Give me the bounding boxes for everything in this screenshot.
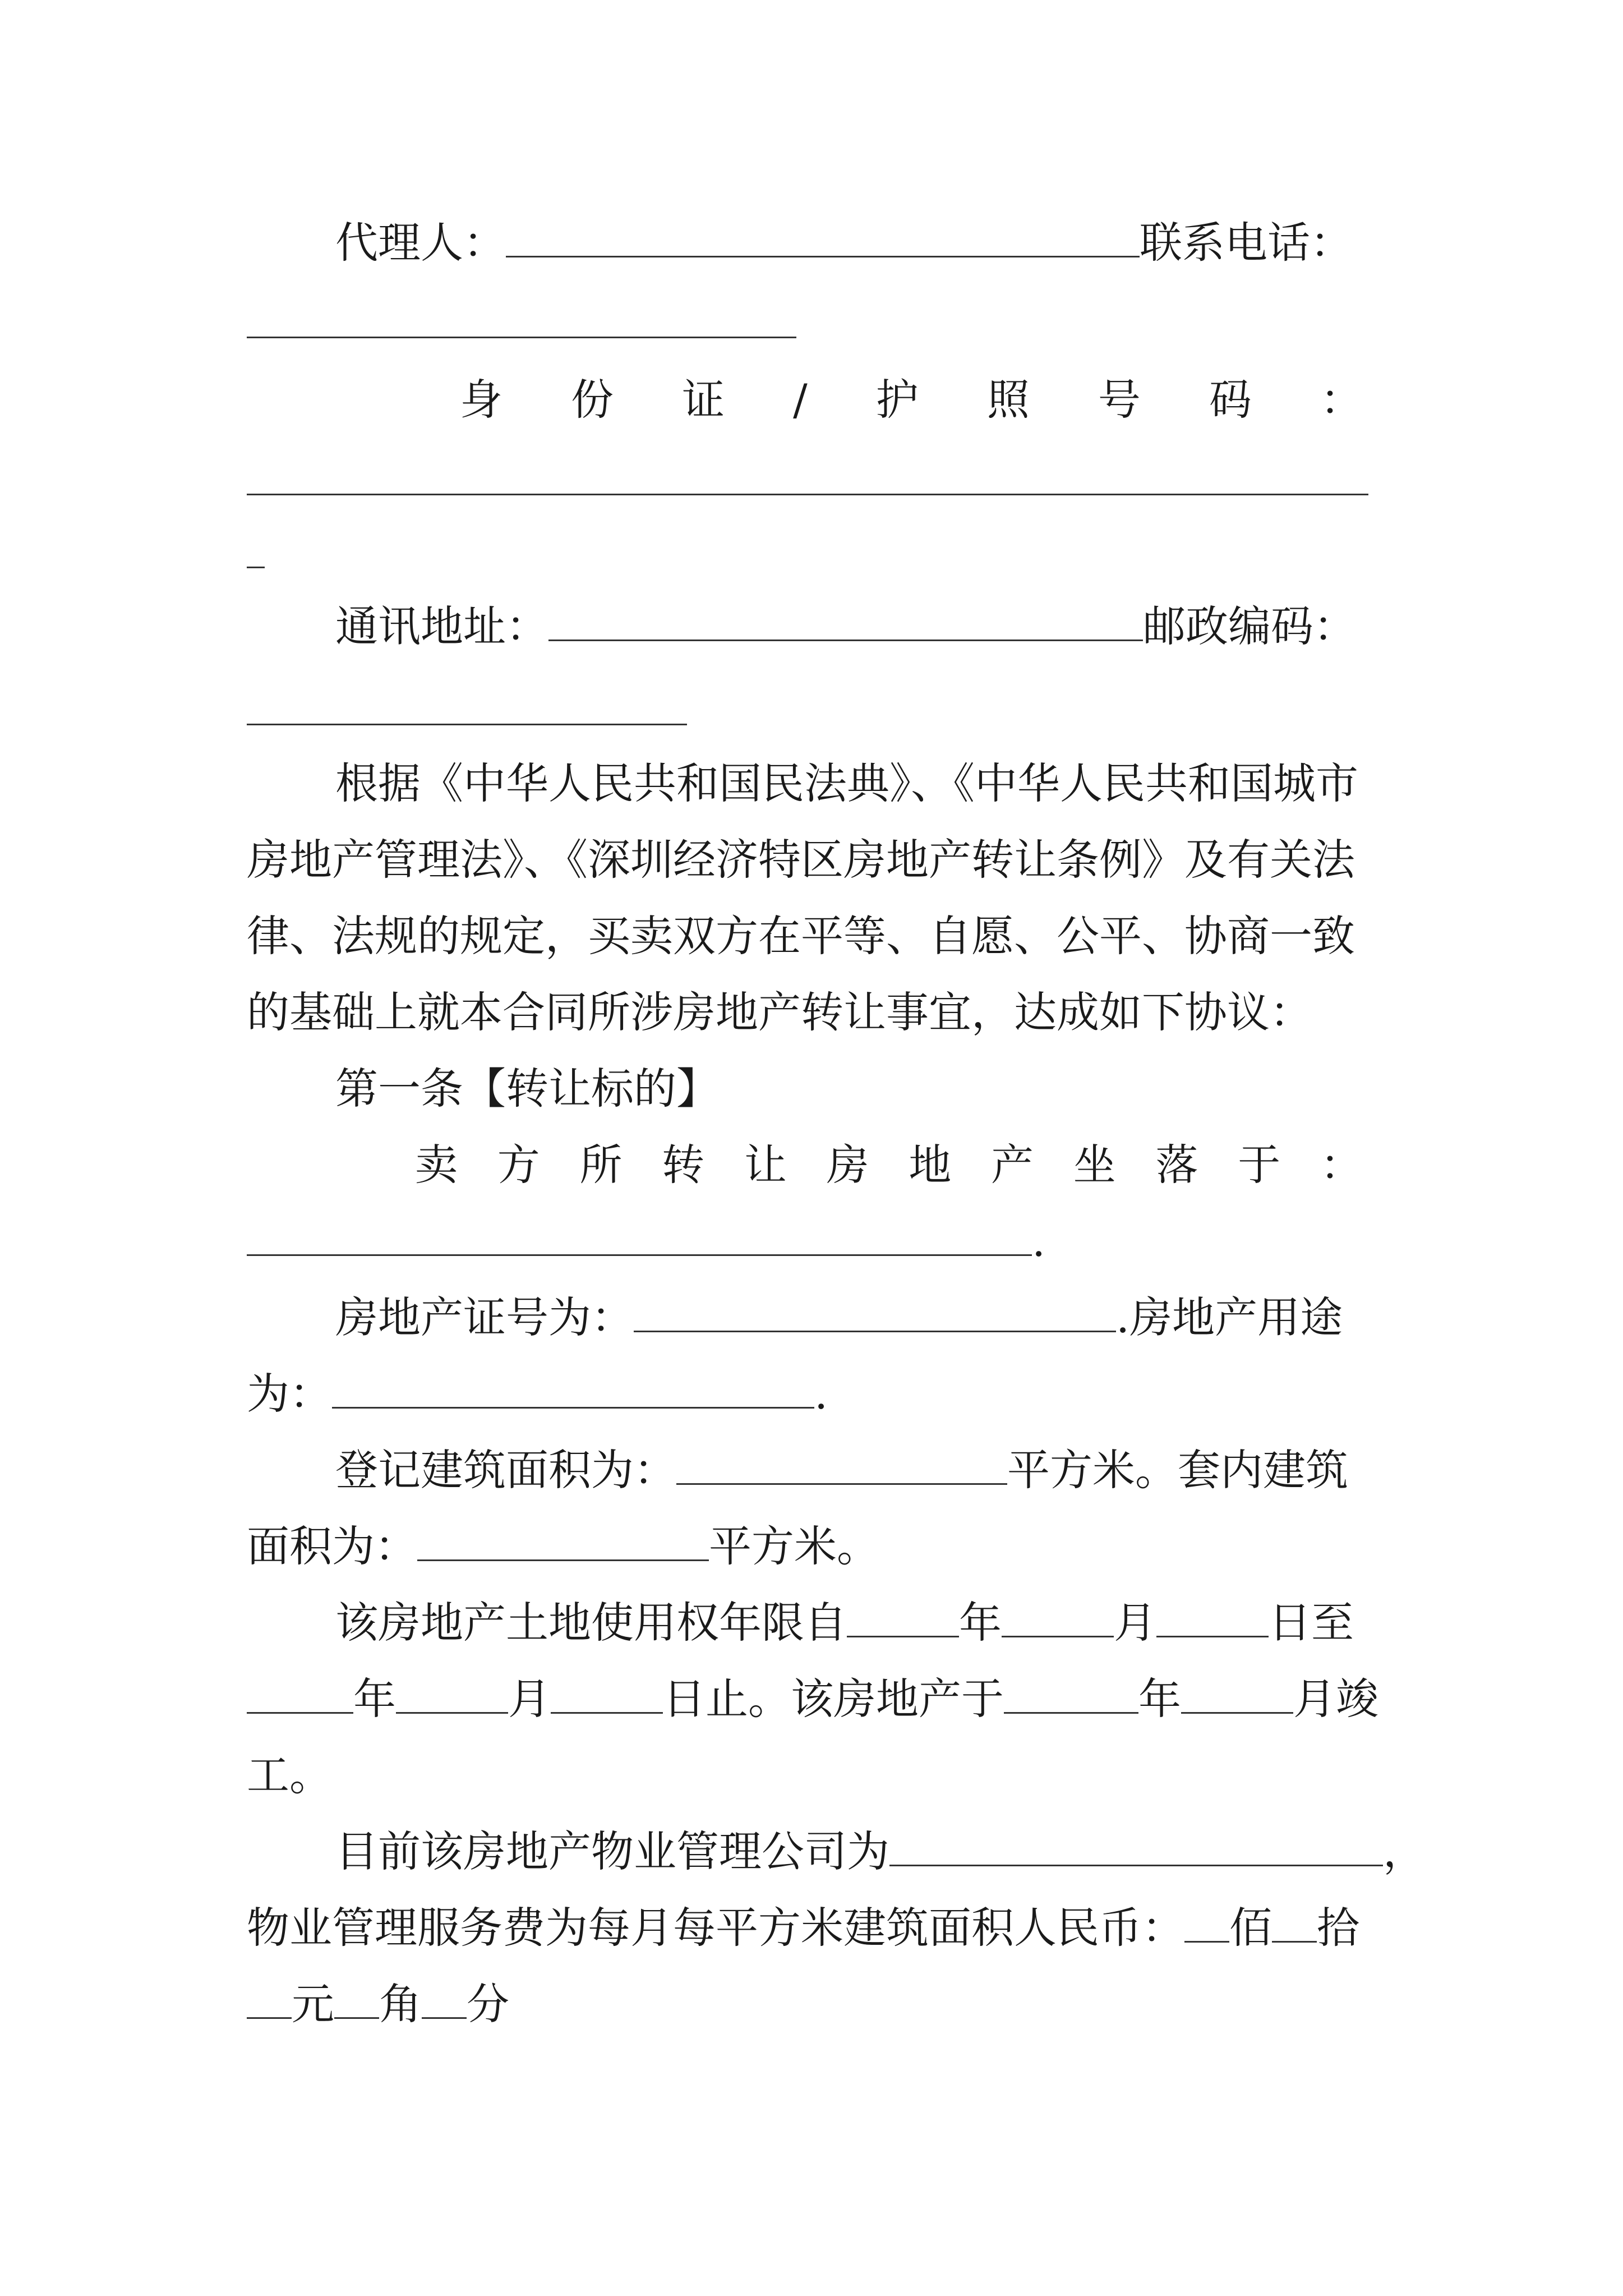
phone-field[interactable] bbox=[247, 337, 796, 338]
id-char: 号 bbox=[1098, 375, 1141, 425]
usage-period: . bbox=[814, 1369, 828, 1419]
area-row bbox=[335, 1445, 1348, 1496]
location-char: ： bbox=[1320, 1140, 1363, 1190]
usage-label-cont: 为： bbox=[247, 1369, 332, 1419]
fee-yuan-field[interactable] bbox=[247, 1982, 292, 2019]
cert-number-field[interactable] bbox=[634, 1296, 1116, 1332]
usage-label: .房地产用途 bbox=[1116, 1292, 1343, 1342]
location-field[interactable] bbox=[247, 1220, 1032, 1256]
location-char: 转 bbox=[662, 1140, 705, 1190]
id-number-field-overflow bbox=[247, 567, 265, 568]
location-char: 产 bbox=[991, 1140, 1034, 1190]
location-char: 所 bbox=[579, 1140, 623, 1190]
postcode-field[interactable] bbox=[247, 724, 687, 725]
term-prefix: 该房地产土地使用权年限自 bbox=[335, 1598, 847, 1648]
preamble-line-2: 房地产管理法》、《深圳经济特区房地产转让条例》及有关法 bbox=[247, 835, 1355, 885]
address-row bbox=[335, 601, 1356, 652]
mgmt-company-field[interactable] bbox=[889, 1830, 1383, 1866]
area-label: 登记建筑面积为： bbox=[335, 1445, 676, 1495]
term-start-year[interactable] bbox=[847, 1601, 959, 1637]
mgmt-prefix: 目前该房地产物业管理公司为 bbox=[335, 1826, 889, 1876]
completion-month[interactable] bbox=[1181, 1677, 1293, 1714]
location-char: 于 bbox=[1238, 1140, 1281, 1190]
address-field[interactable] bbox=[548, 605, 1143, 641]
location-char: 地 bbox=[909, 1140, 952, 1190]
location-period: . bbox=[1032, 1216, 1046, 1266]
fee-jiao-label: 角 bbox=[379, 1979, 422, 2029]
id-char: 证 bbox=[682, 375, 725, 425]
term-start-day[interactable] bbox=[1156, 1601, 1269, 1637]
postcode-label: 邮政编码： bbox=[1143, 601, 1356, 651]
inner-area-field[interactable] bbox=[417, 1525, 709, 1561]
term-row-1 bbox=[335, 1598, 1354, 1648]
location-char: 落 bbox=[1155, 1140, 1198, 1190]
usage-field[interactable] bbox=[332, 1372, 814, 1409]
completion-year-label: 年 bbox=[1138, 1674, 1181, 1724]
preamble-line-1: 根据《中华人民共和国民法典》、《中华人民共和国城市 bbox=[335, 758, 1358, 808]
id-char: 护 bbox=[875, 375, 919, 425]
mgmt-comma: ， bbox=[1383, 1826, 1426, 1876]
completion-label: 月竣 bbox=[1293, 1674, 1378, 1724]
fee-tens-label: 拾 bbox=[1317, 1903, 1359, 1953]
preamble-line-4: 的基础上就本合同所涉房地产转让事宜，达成如下协议： bbox=[247, 987, 1312, 1037]
term-year-label: 年 bbox=[959, 1598, 1002, 1648]
cert-label: 房地产证号为： bbox=[335, 1292, 634, 1342]
term-end-year-label: 年 bbox=[353, 1674, 396, 1724]
preamble-line-3: 律、法规的规定，买卖双方在平等、自愿、公平、协商一致 bbox=[247, 911, 1355, 961]
completion-year[interactable] bbox=[1004, 1677, 1138, 1714]
article-1-heading: 第一条【转让标的】 bbox=[335, 1064, 719, 1114]
id-number-field[interactable] bbox=[247, 494, 1368, 495]
term-end-month[interactable] bbox=[396, 1677, 508, 1714]
area-unit: 平方米。 bbox=[1007, 1445, 1178, 1495]
fee-fen-label: 分 bbox=[467, 1979, 509, 2029]
id-char: 照 bbox=[986, 375, 1030, 425]
inner-area-label: 套内建筑 bbox=[1178, 1445, 1348, 1495]
id-char: 码 bbox=[1209, 375, 1252, 425]
fee-yuan-label: 元 bbox=[292, 1979, 334, 2029]
agent-field[interactable] bbox=[506, 221, 1140, 257]
id-char: 身 bbox=[460, 375, 502, 425]
term-day-stop: 日止。该房地产于 bbox=[663, 1674, 1004, 1724]
location-char: 房 bbox=[826, 1140, 869, 1190]
term-row-2 bbox=[247, 1674, 1378, 1724]
inner-area-unit: 平方米。 bbox=[709, 1521, 879, 1571]
id-passport-row bbox=[460, 375, 1363, 425]
id-char: ： bbox=[1320, 375, 1363, 425]
fee-tens-field[interactable] bbox=[1272, 1906, 1317, 1943]
fee-hundreds-field[interactable] bbox=[1184, 1906, 1229, 1943]
term-end-year[interactable] bbox=[247, 1677, 353, 1714]
location-field-row bbox=[247, 1216, 1045, 1267]
fee-row-1 bbox=[247, 1903, 1359, 1953]
id-char: 份 bbox=[571, 375, 614, 425]
fee-hundreds-label: 佰 bbox=[1229, 1903, 1272, 1953]
location-row bbox=[415, 1140, 1363, 1190]
term-row-3: 工。 bbox=[247, 1750, 332, 1800]
term-day-to: 日至 bbox=[1269, 1598, 1354, 1648]
address-label: 通讯地址： bbox=[335, 601, 548, 651]
location-char: 让 bbox=[744, 1140, 787, 1190]
phone-label: 联系电话： bbox=[1140, 218, 1353, 268]
mgmt-row bbox=[335, 1826, 1426, 1877]
location-char: 方 bbox=[497, 1140, 540, 1190]
area-field[interactable] bbox=[676, 1448, 1007, 1485]
term-end-day[interactable] bbox=[551, 1677, 663, 1714]
term-month-label: 月 bbox=[1114, 1598, 1156, 1648]
location-char: 坐 bbox=[1073, 1140, 1116, 1190]
fee-jiao-field[interactable] bbox=[334, 1982, 379, 2019]
agent-label: 代理人： bbox=[335, 218, 506, 268]
location-char: 卖 bbox=[415, 1140, 458, 1190]
id-char: / bbox=[793, 375, 808, 425]
fee-label: 物业管理服务费为每月每平方米建筑面积人民币： bbox=[247, 1903, 1184, 1953]
term-end-month-label: 月 bbox=[508, 1674, 551, 1724]
term-start-month[interactable] bbox=[1002, 1601, 1114, 1637]
agent-row bbox=[335, 218, 1353, 268]
inner-area-row bbox=[247, 1521, 879, 1572]
fee-row-2 bbox=[247, 1979, 509, 2030]
inner-area-label-cont: 面积为： bbox=[247, 1521, 417, 1571]
usage-row bbox=[247, 1369, 828, 1419]
fee-fen-field[interactable] bbox=[422, 1982, 467, 2019]
cert-row bbox=[335, 1292, 1343, 1343]
